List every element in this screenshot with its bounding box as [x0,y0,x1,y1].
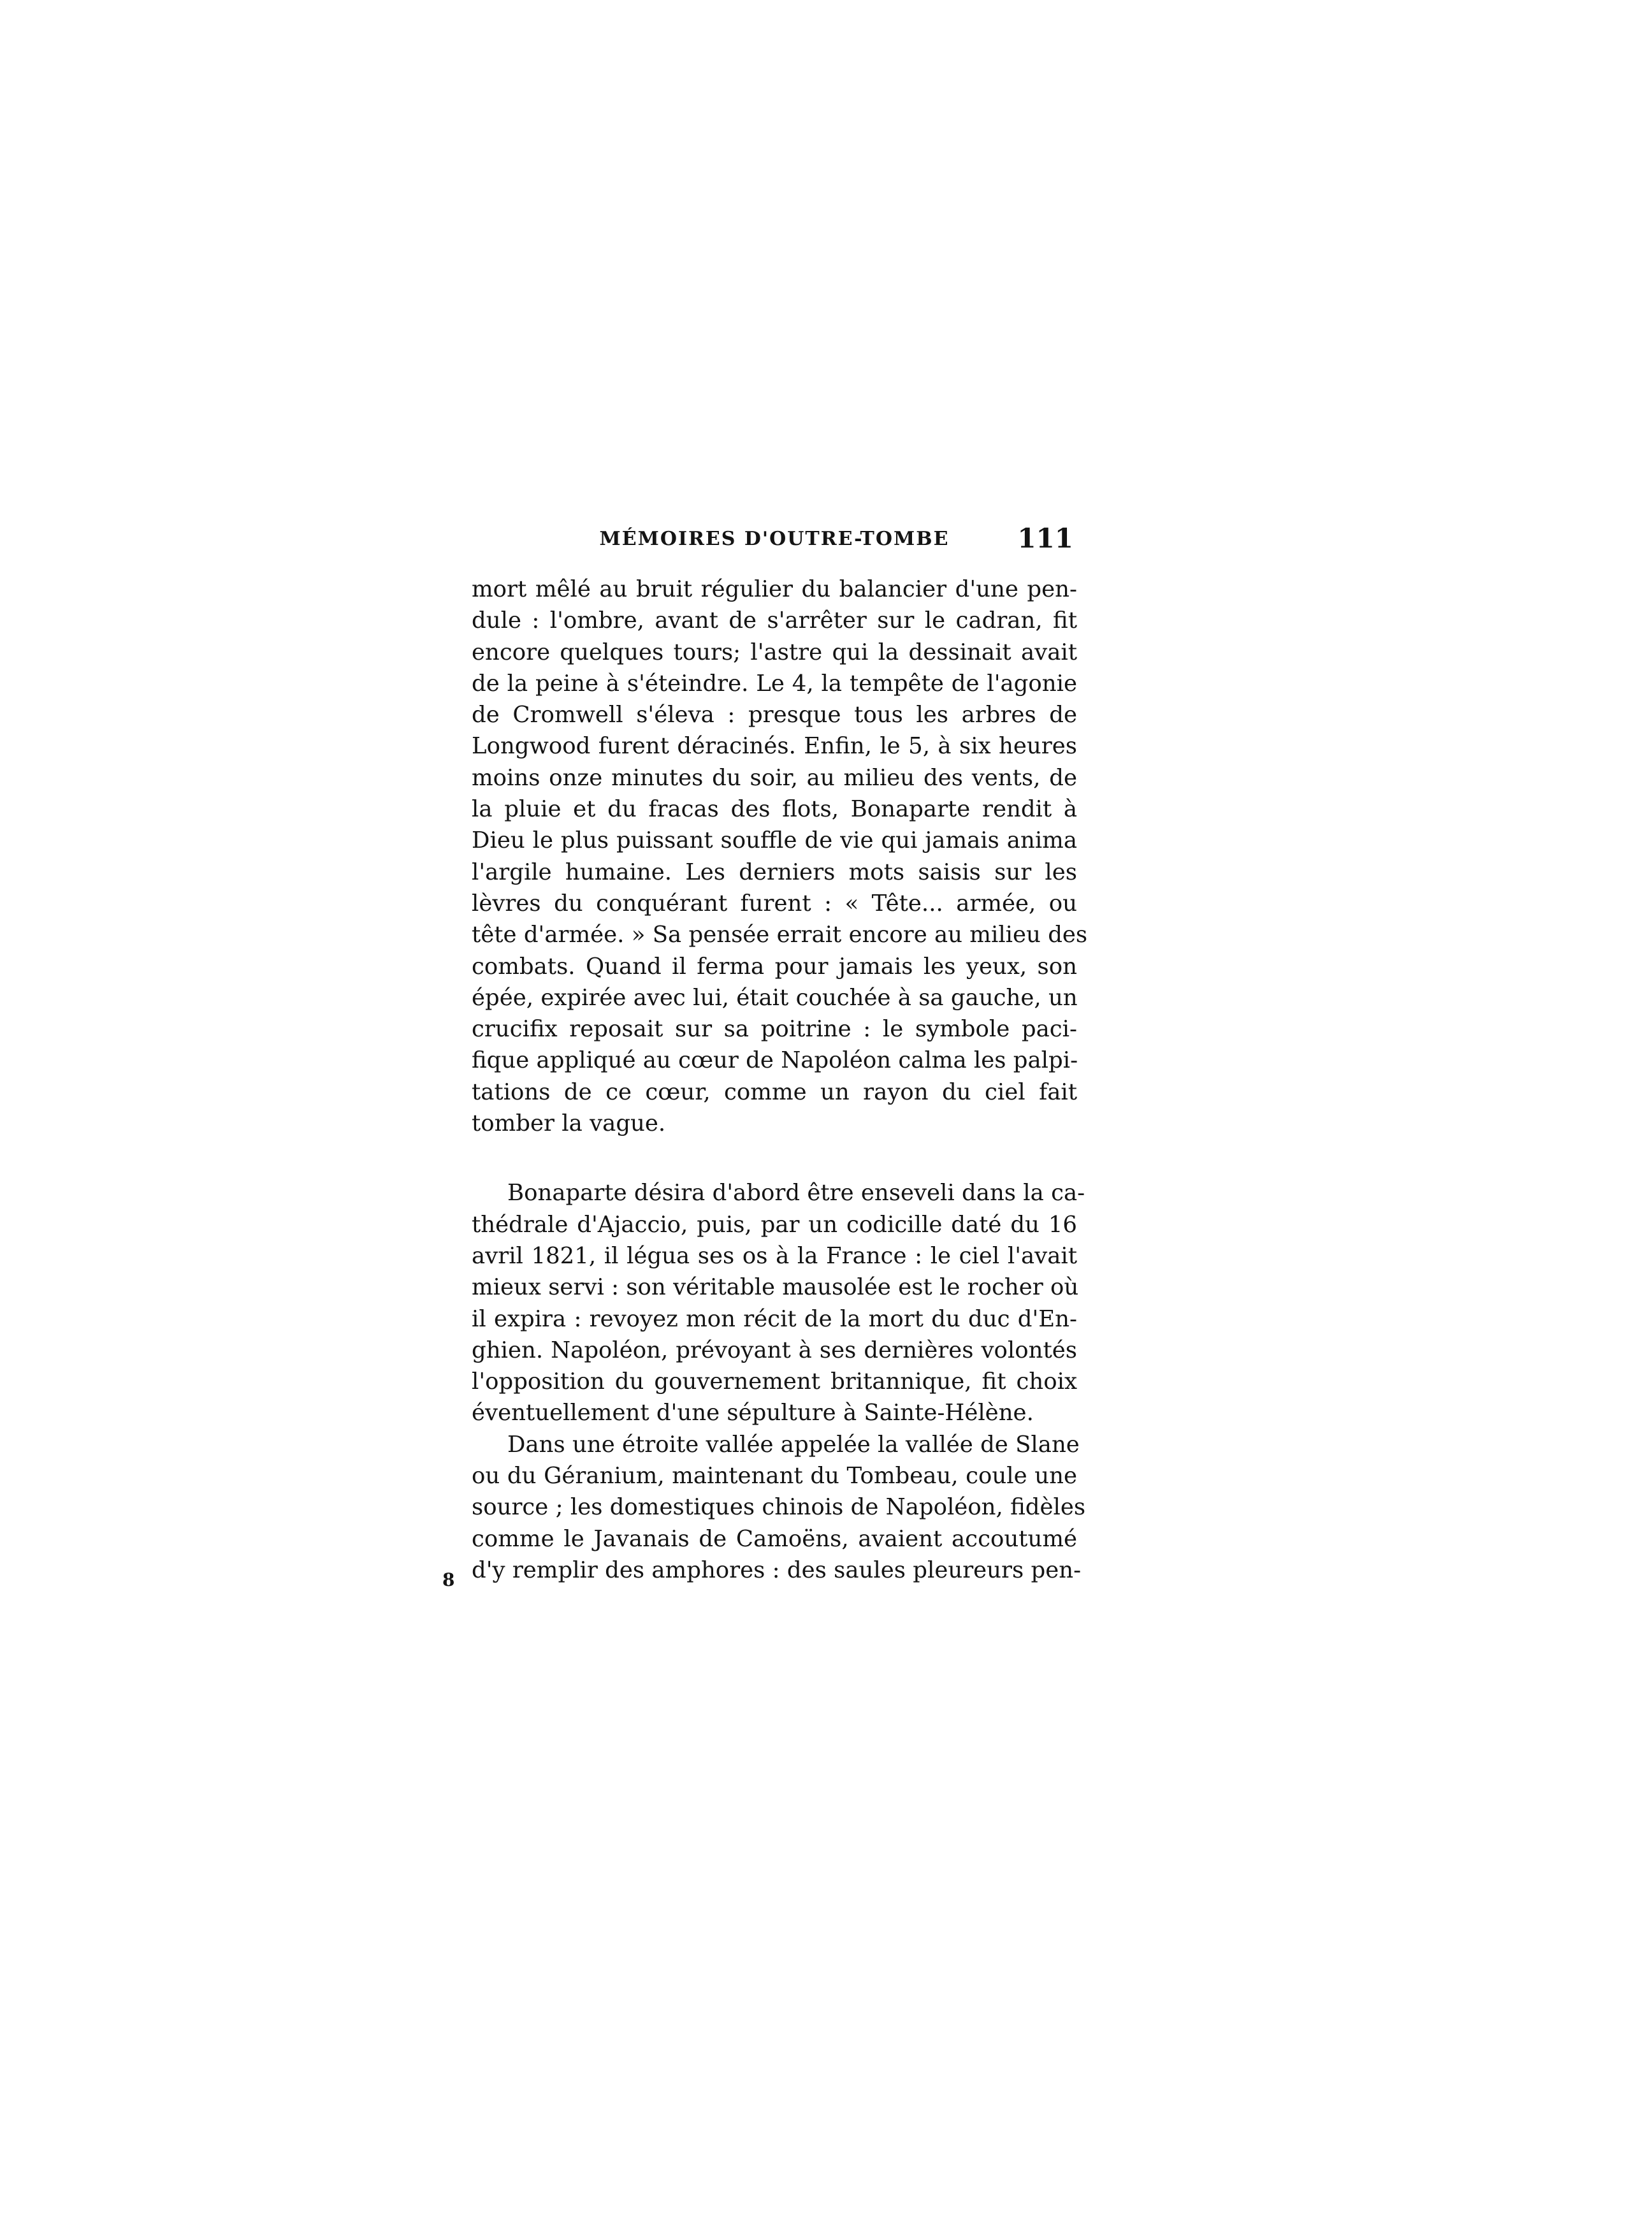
text-line: la pluie et du fracas des flots, Bonaparte rendit à [472,796,1077,823]
text-line: l'opposition du gouvernement britannique, fit choix [472,1368,1077,1395]
text-line: lèvres du conquérant furent : « Tête... armée, ou [472,890,1077,917]
text-line: de Cromwell s'éleva : presque tous les arbres de [472,702,1077,729]
text-line: encore quelques tours; l'astre qui la dessinait avait [472,639,1077,665]
text-line: tomber la vague. [472,1110,666,1137]
text-line: éventuellement d'une sépulture à Sainte-Hélène. [472,1400,1034,1427]
paragraph-3 [472,1429,1086,1586]
text-line: Dieu le plus puissant souffle de vie qui jamais anima [472,827,1077,854]
text-line: tête d'armée. » Sa pensée errait encore au milieu des [472,922,1088,948]
text-line: d'y remplir des amphores : des saules pleureurs pen- [472,1557,1082,1583]
body-text [472,574,1088,1586]
text-line: ghien. Napoléon, prévoyant à ses dernières volontés [472,1337,1077,1363]
paragraph-gap [472,1139,1077,1177]
text-line: source ; les domestiques chinois de Napoléon, fidèles [472,1494,1086,1521]
text-line: comme le Javanais de Camoëns, avaient accoutumé [472,1525,1077,1552]
text-line: avril 1821, il légua ses os à la France : le ciel l'avait [472,1242,1077,1269]
text-line: de la peine à s'éteindre. Le 4, la tempête de l'agonie [472,670,1077,697]
page-number: 111 [1017,523,1073,554]
text-line: mieux servi : son véritable mausolée est le rocher où [472,1274,1079,1301]
text-line: Bonaparte désira d'abord être enseveli dans la ca- [507,1180,1085,1207]
signature-mark: 8 [442,1569,455,1590]
text-line: Longwood furent déracinés. Enfin, le 5, à six heures [472,733,1077,760]
paragraph-1 [472,574,1088,1139]
text-line: l'argile humaine. Les derniers mots saisis sur les [472,859,1077,885]
text-line: ou du Géranium, maintenant du Tombeau, coule une [472,1463,1077,1490]
running-head [472,523,1077,561]
paragraph-2 [472,1177,1085,1428]
text-line: tations de ce cœur, comme un rayon du ciel fait [472,1078,1077,1105]
text-line: fique appliqué au cœur de Napoléon calma les palpi- [472,1047,1078,1074]
text-line: épée, expirée avec lui, était couchée à sa gauche, un [472,984,1078,1011]
text-line: thédrale d'Ajaccio, puis, par un codicille daté du 16 [472,1211,1077,1238]
text-line: dule : l'ombre, avant de s'arrêter sur le cadran, fit [472,607,1077,634]
text-line: crucifix reposait sur sa poitrine : le symbole paci- [472,1016,1077,1043]
text-line: moins onze minutes du soir, au milieu des vents, de [472,764,1077,791]
text-line: combats. Quand il ferma pour jamais les yeux, son [472,953,1077,980]
text-line: Dans une étroite vallée appelée la vallée de Slane [507,1431,1080,1458]
running-title: MÉMOIRES D'OUTRE-TOMBE [599,528,950,550]
text-line: il expira : revoyez mon récit de la mort du duc d'En- [472,1305,1077,1332]
text-line: mort mêlé au bruit régulier du balancier d'une pen- [472,576,1077,602]
